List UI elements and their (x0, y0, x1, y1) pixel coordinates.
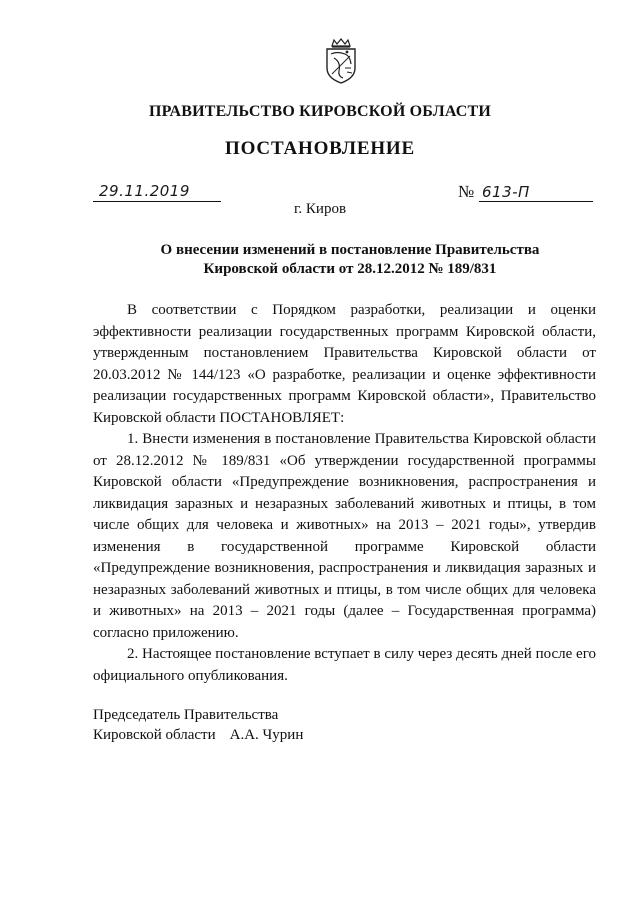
subject-line-1: О внесении изменений в постановление Правительства (160, 242, 540, 258)
body-paragraph-preamble: В соответствии с Порядком разработки, реализации и оценки эффективности реализации государственных программ Кировской области, утвержденным постановлением Правительства Кировской области от 20.03.2012 № 144/123 «О разработке, реализации и оценке эффективности реализации государственных программ Кировской области», Правительство Кировской области ПОСТАНОВЛЯЕТ: (93, 302, 596, 426)
subject-line-2: Кировской области от 28.12.2012 № 189/831 (203, 261, 497, 277)
number-sign: № (458, 182, 475, 201)
coat-of-arms-icon (323, 38, 359, 84)
signatory-name: А.А. Чурин (229, 727, 304, 743)
signatory-region: Кировской области (93, 727, 216, 743)
signatory-title-line-1: Председатель Правительства (93, 707, 279, 723)
body-paragraph-item-1: 1. Внести изменения в постановление Правительства Кировской области от 28.12.2012 № 189/831 «Об утверждении государственной программы Кировской области «Предупреждение возникновения, распространения и ликвидация заразных и незаразных заболеваний животных и птицы, в том числе общих для человека и животных» на 2013 – 2021 годы», утвердив изменения в государственной программе Кировской области «Предупреждение возникновения, распространения и ликвидация заразных и незаразных заболеваний животных и птицы, в том числе общих для человека и животных» на 2013 – 2021 годы (далее – Государственная программа) согласно приложению. (93, 431, 596, 641)
document-body (93, 300, 596, 687)
document-type-title: ПОСТАНОВЛЕНИЕ (225, 138, 415, 159)
organization-title: ПРАВИТЕЛЬСТВО КИРОВСКОЙ ОБЛАСТИ (148, 103, 492, 120)
document-date: 29.11.2019 (99, 182, 190, 200)
city-label: г. Киров (293, 201, 347, 217)
document-number-field (458, 180, 593, 202)
date-field (93, 183, 221, 202)
body-paragraph-item-2: 2. Настоящее постановление вступает в силу через десять дней после его официального опубликования. (93, 646, 596, 684)
signature-block (93, 705, 303, 745)
document-number: 613-П (482, 183, 530, 201)
signatory-title-line-2 (93, 725, 303, 745)
document-subject (140, 241, 560, 279)
